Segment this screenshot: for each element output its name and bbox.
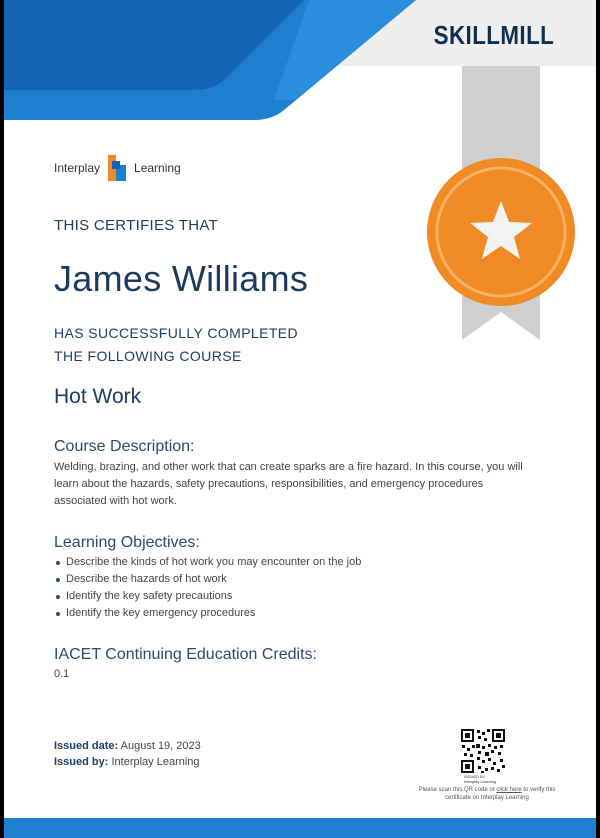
qr-verify-note bbox=[416, 786, 558, 802]
course-title: Hot Work bbox=[54, 385, 142, 408]
objective-item: Describe the kinds of hot work you may encounter on the job bbox=[66, 554, 361, 571]
objective-item: Identify the key emergency procedures bbox=[66, 605, 361, 622]
issued-by-label: Issued by: bbox=[54, 756, 109, 768]
certificate-page bbox=[4, 0, 596, 838]
credits-value: 0.1 bbox=[54, 668, 70, 680]
qr-caption-line-1: ISSUED BY bbox=[464, 774, 486, 779]
completed-line-1: HAS SUCCESSFULLY COMPLETED bbox=[54, 325, 299, 341]
issued-date-label: Issued date: bbox=[54, 740, 119, 752]
description-heading: Course Description: bbox=[54, 438, 195, 455]
credits-heading: IACET Continuing Education Credits: bbox=[54, 646, 317, 663]
qr-note-pre: Please scan this QR code or bbox=[418, 787, 495, 793]
issued-date bbox=[54, 740, 201, 752]
footer-band bbox=[4, 818, 596, 838]
completed-line-2: THE FOLLOWING COURSE bbox=[54, 348, 242, 364]
certifies-label: THIS CERTIFIES THAT bbox=[54, 217, 219, 234]
objectives-heading: Learning Objectives: bbox=[54, 534, 200, 551]
logo-text-right: Learning bbox=[134, 161, 181, 175]
issued-by bbox=[54, 756, 200, 768]
objective-item: Identify the key safety precautions bbox=[66, 588, 361, 605]
recipient-name: James Williams bbox=[54, 258, 309, 299]
issued-by-value: Interplay Learning bbox=[111, 756, 200, 768]
verify-link[interactable]: click here bbox=[496, 787, 522, 793]
logo-text-left: Interplay bbox=[54, 161, 101, 175]
interplay-learning-logo bbox=[54, 153, 181, 183]
qr-note-post: to verify this certificate on Interplay Learning bbox=[445, 787, 556, 801]
objectives-list bbox=[54, 554, 361, 622]
qr-caption-line-2: Interplay Learning bbox=[464, 779, 497, 784]
issued-date-value: August 19, 2023 bbox=[120, 740, 201, 752]
objective-item: Describe the hazards of hot work bbox=[66, 571, 361, 588]
skillmill-logo: SKILLMILL bbox=[433, 20, 554, 50]
qr-code-icon[interactable] bbox=[460, 728, 506, 774]
course-description: Welding, brazing, and other work that can create sparks are a fire hazard. In this course, you will learn about the hazards, safety precautions, responsibilities, and emergency procedures associated with hot work. bbox=[54, 461, 523, 507]
qr-caption bbox=[464, 774, 496, 784]
completed-statement bbox=[54, 322, 298, 368]
interplay-cube-icon bbox=[106, 153, 128, 183]
